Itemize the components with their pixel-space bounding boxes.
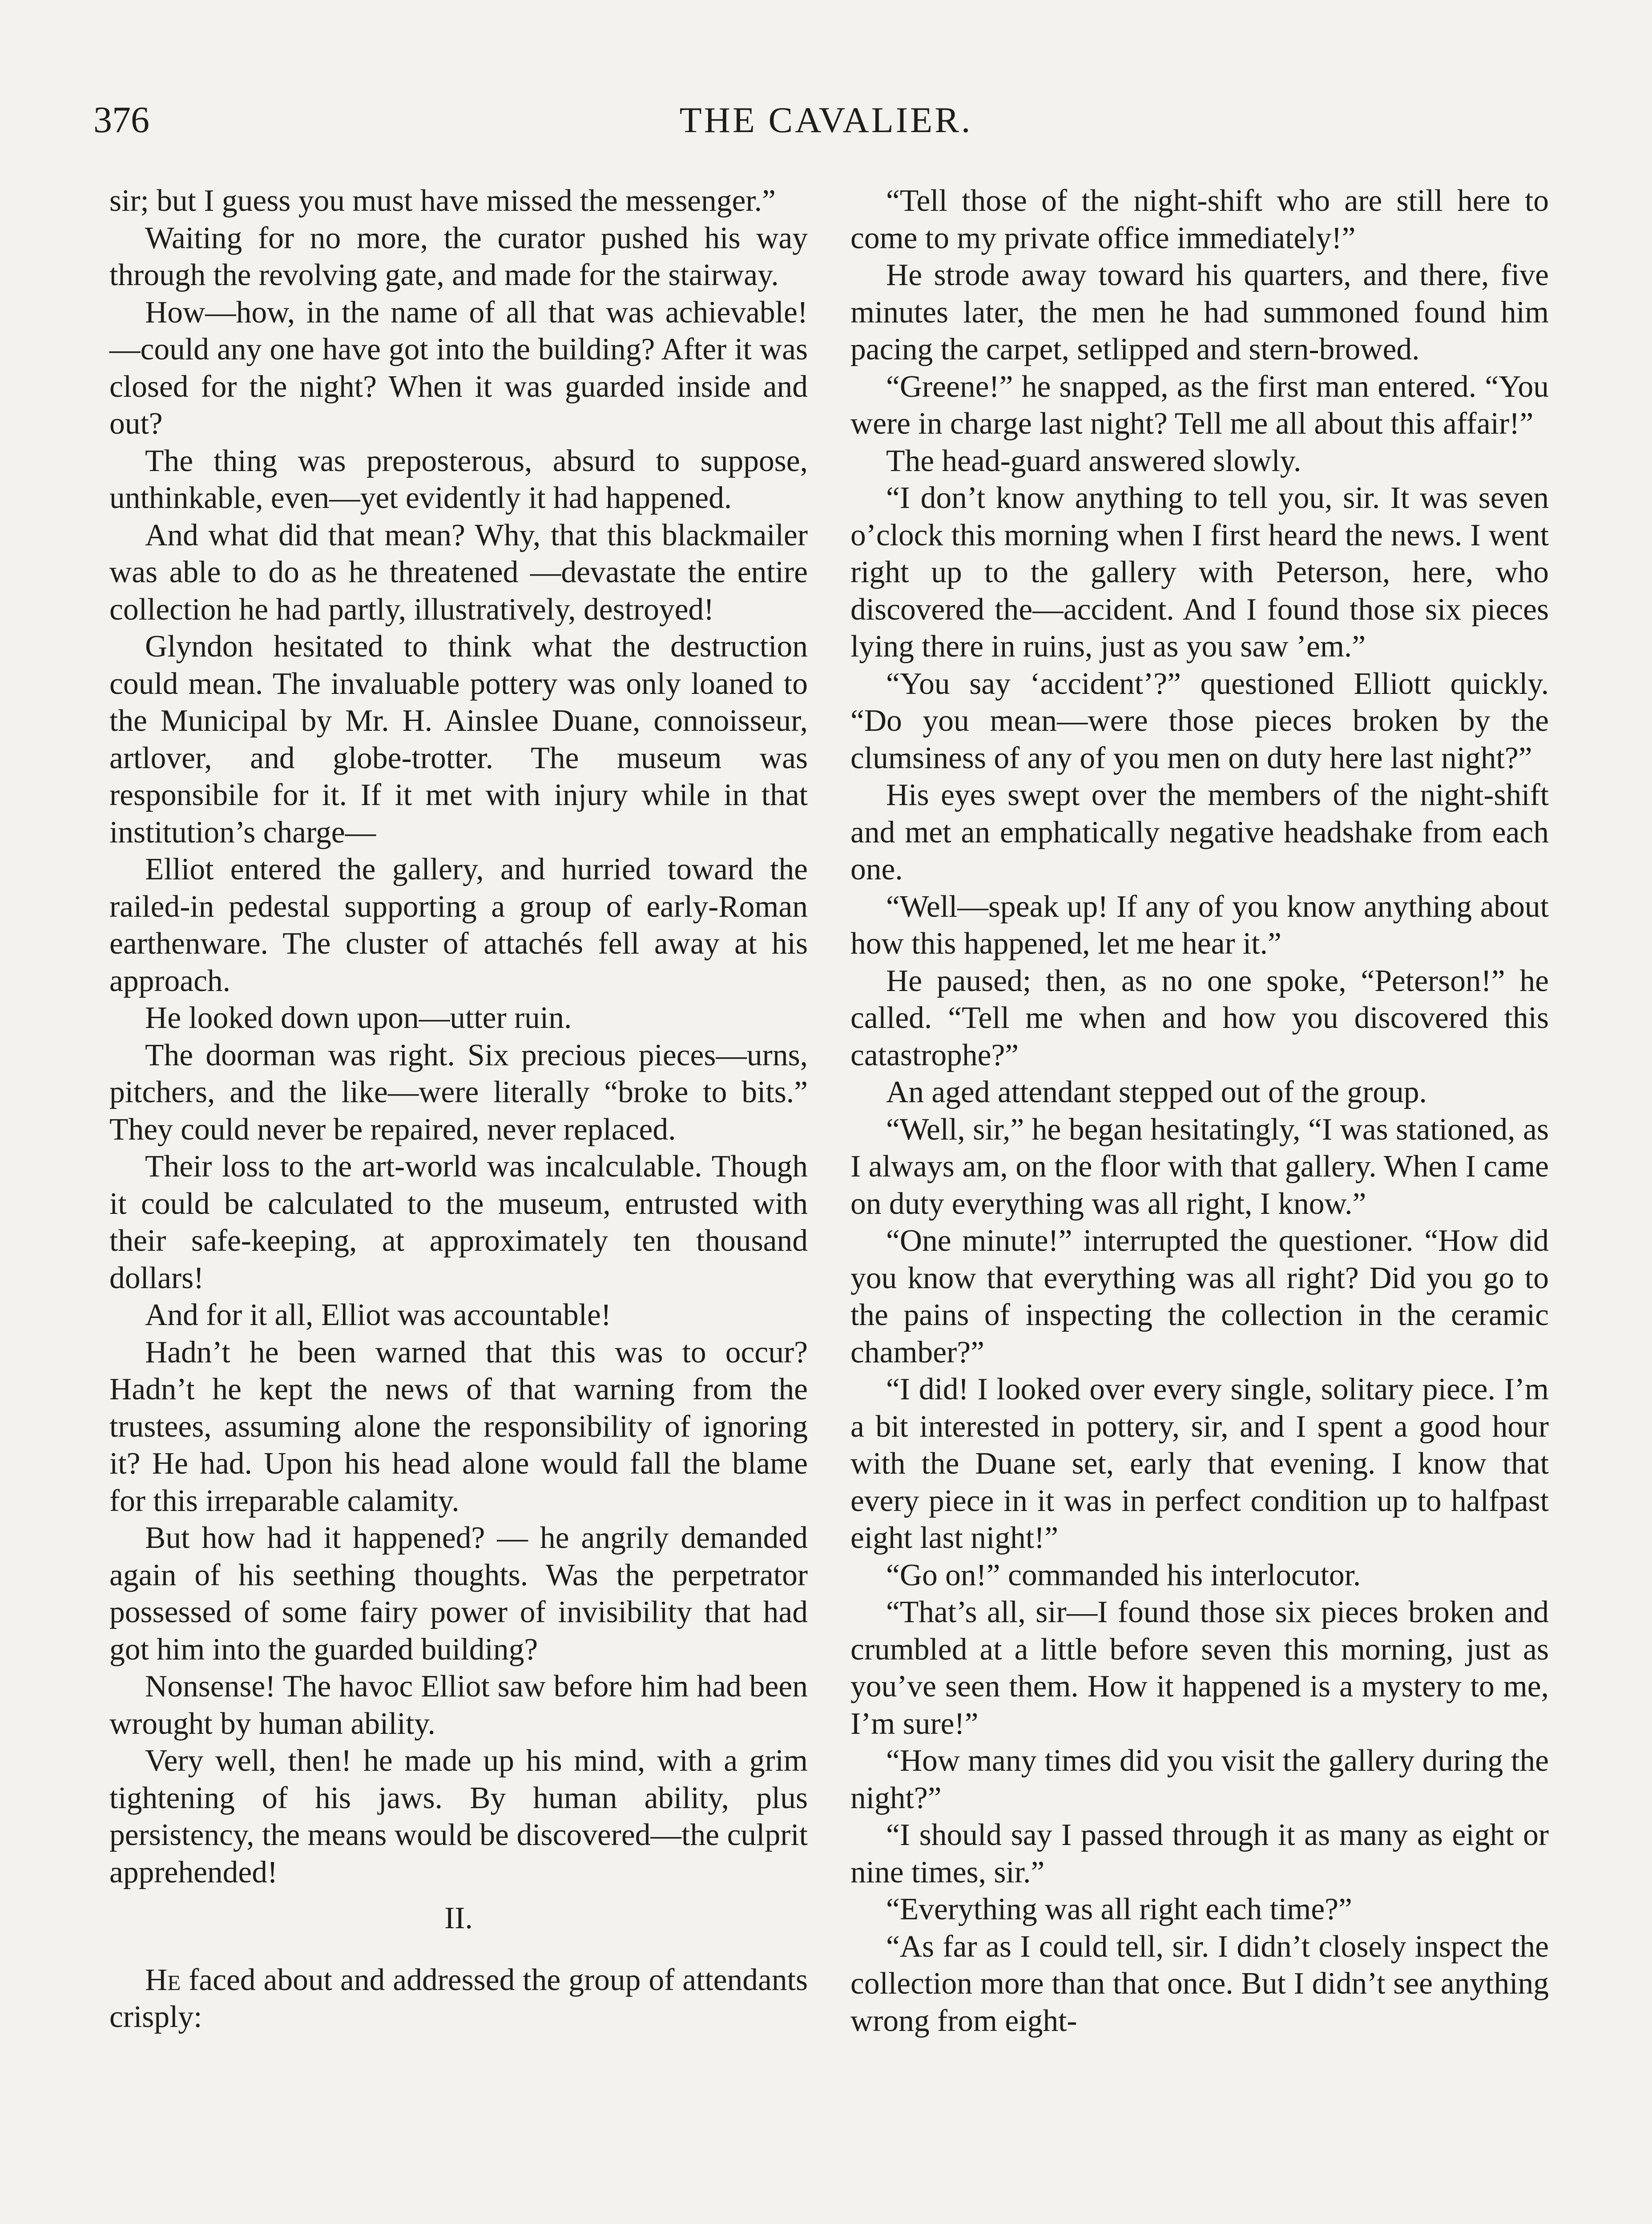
paragraph: And what did that mean? Why, that this blackmailer was able to do as he threatened —devastate the entire collection he had partly, illustratively, destroyed! [109, 518, 808, 627]
paragraph: “Well—speak up! If any of you know anything about how this happened, let me hear it.” [850, 889, 1549, 961]
paragraph: The head-guard answered slowly. [886, 443, 1301, 478]
section-heading: II. [444, 1901, 473, 1935]
paragraph: “Go on!” commanded his interlocutor. [886, 1558, 1361, 1592]
paragraph: “That’s all, sir—I found those six pieces broken and crumbled at a little before seven this morning, just as you’ve seen them. How it happened is a mystery to me, I’m sure!” [850, 1595, 1549, 1741]
paragraph: The doorman was right. Six precious pieces—urns, pitchers, and the like—were literally “broke to bits.” They could never be repaired, never replaced. [109, 1038, 808, 1147]
paragraph: He strode away toward his quarters, and there, five minutes later, the men he had summoned found him pacing the carpet, setlipped and stern-browed. [850, 258, 1549, 367]
paragraph: “Everything was all right each time?” [886, 1892, 1352, 1926]
paragraph: “One minute!” interrupted the questioner. “How did you know that everything was all right? Did you go to the pains of inspecting the collection in the ceramic chamber?” [850, 1224, 1549, 1370]
paragraph: sir; but I guess you must have missed the messenger.” [109, 184, 776, 218]
paragraph: Their loss to the art-world was incalculable. Though it could be calculated to the museum, entrusted with their safe-keeping, at approximately ten thousand dollars! [109, 1149, 808, 1295]
paragraph: Very well, then! he made up his mind, with a grim tightening of his jaws. By human ability, plus persistency, the means would be discovered—the culprit apprehended! [109, 1744, 808, 1890]
paragraph: Nonsense! The havoc Elliot saw before him had been wrought by human ability. [109, 1669, 808, 1741]
paragraph: Hadn’t he been warned that this was to occur? Hadn’t he kept the news of that warning from the trustees, assuming alone the responsibility of ignoring it? He had. Upon his head alone would fall the blame for this irreparable calamity. [109, 1335, 808, 1518]
paragraph: His eyes swept over the members of the night-shift and met an emphatically negative headshake from each one. [850, 778, 1549, 886]
paragraph: The thing was preposterous, absurd to suppose, unthinkable, even—yet evidently it had happened. [109, 443, 808, 515]
paragraph: “I should say I passed through it as many as eight or nine times, sir.” [850, 1818, 1549, 1890]
right-column [850, 182, 1549, 2039]
paragraph: “Well, sir,” he began hesitatingly, “I was stationed, as I always am, on the floor with that gallery. When I came on duty everything was all right, I know.” [850, 1112, 1549, 1221]
paragraph: “I don’t know anything to tell you, sir. It was seven o’clock this morning when I first heard the news. I went right up to the gallery with Peterson, here, who discovered the—accident. And I found those six pieces lying there in ruins, just as you saw ’em.” [850, 481, 1549, 664]
paragraph: How—how, in the name of all that was achievable!—could any one have got into the building? After it was closed for the night? When it was guarded inside and out? [109, 295, 808, 441]
page-header [0, 96, 1652, 145]
paragraph: And for it all, Elliot was accountable! [145, 1298, 611, 1332]
page-number: 376 [93, 99, 149, 141]
paragraph: Waiting for no more, the curator pushed his way through the revolving gate, and made for the stairway. [109, 221, 808, 292]
paragraph: An aged attendant stepped out of the group. [886, 1075, 1427, 1109]
section-paragraph-text: faced about and addressed the group of attendants crisply: [109, 1962, 808, 2034]
section-dropcap: He [145, 1962, 181, 1997]
paragraph: “You say ‘accident’?” questioned Elliott quickly. “Do you mean—were those pieces broken by the clumsiness of any of you men on duty here last night?” [850, 666, 1549, 775]
paragraph: Elliot entered the gallery, and hurried toward the railed-in pedestal supporting a group of early-Roman earthenware. The cluster of attachés fell away at his approach. [109, 852, 808, 998]
section-opening-paragraph [109, 1962, 808, 2036]
paragraph: “Greene!” he snapped, as the first man entered. “You were in charge last night? Tell me all about this affair!” [850, 369, 1549, 441]
paragraph: “As far as I could tell, sir. I didn’t closely inspect the collection more than that once. But I didn’t see anything wrong from eight- [850, 1929, 1549, 2038]
paragraph: He paused; then, as no one spoke, “Peterson!” he called. “Tell me when and how you discovered this catastrophe?” [850, 963, 1549, 1072]
paragraph: He looked down upon—utter ruin. [145, 1001, 572, 1035]
paragraph: “I did! I looked over every single, solitary piece. I’m a bit interested in pottery, sir, and I spent a good hour with the Duane set, early that evening. I know that every piece in it was in perfect condition up to halfpast eight last night!” [850, 1372, 1549, 1555]
paragraph: Glyndon hesitated to think what the destruction could mean. The invaluable pottery was only loaned to the Municipal by Mr. H. Ainslee Duane, connoisseur, artlover, and globe-trotter. The museum was responsibile for it. If it met with injury while in that institution’s charge— [109, 629, 808, 850]
paragraph: “How many times did you visit the gallery during the night?” [850, 1744, 1549, 1815]
paragraph: “Tell those of the night-shift who are still here to come to my private office immediately!” [850, 184, 1549, 255]
left-column [109, 182, 808, 2036]
running-title: THE CAVALIER. [679, 100, 973, 140]
paragraph: But how had it happened? — he angrily demanded again of his seething thoughts. Was the perpetrator possessed of some fairy power of invisibility that had got him into the guarded building? [109, 1521, 808, 1667]
